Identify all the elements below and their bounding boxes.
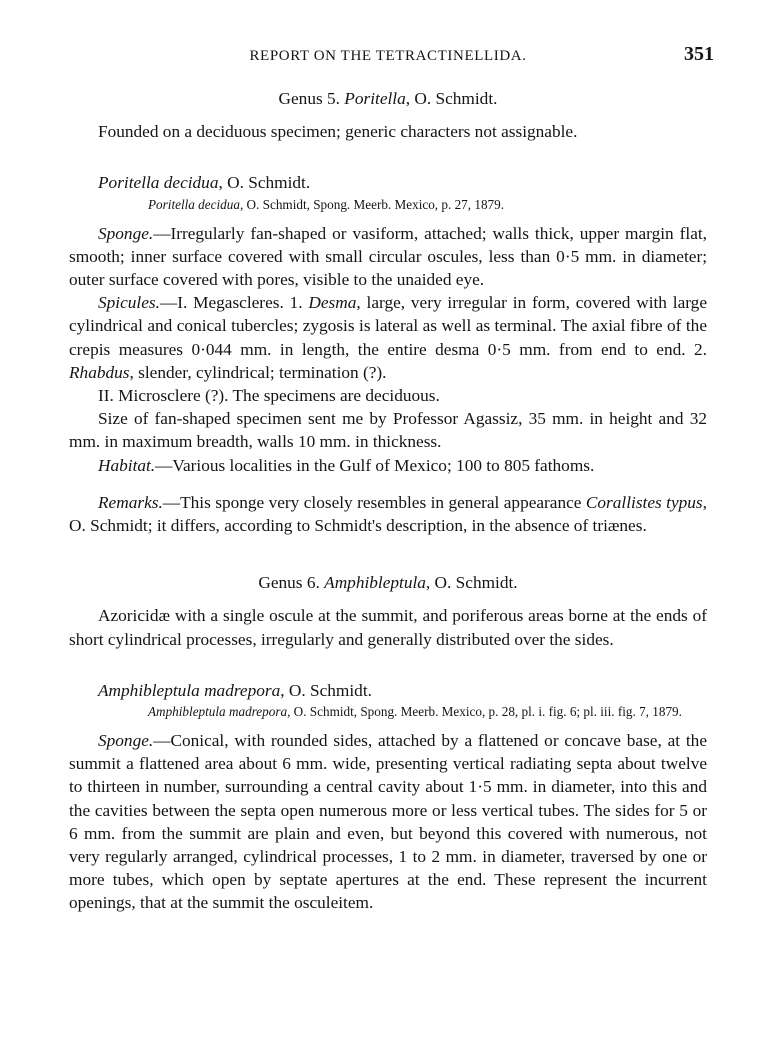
amphibleptula-madrepora-author: , O. Schmidt. (280, 680, 372, 700)
poritella-decidua-ref-name: Poritella decidua (148, 196, 240, 212)
genus-6-description: Azoricidæ with a single oscule at the summit, and poriferous areas borne at the ends of short cylindrical processes, irregularly and generally distributed over the sides. (69, 606, 707, 649)
poritella-size: Size of fan-shaped specimen sent me by Professor Agassiz, 35 mm. in height and 32 mm. in maximum breadth, walls 10 mm. in thickness. (69, 409, 707, 452)
poritella-sponge-label: Sponge. (98, 223, 154, 243)
page-number: 351 (684, 43, 714, 65)
poritella-remarks-text-1: —This sponge very closely resembles in general appearance (162, 492, 586, 512)
poritella-remarks-label: Remarks. (98, 492, 163, 512)
poritella-remarks-text-2: , O. Schmidt; it differs, according to Schmidt's description, in the absence of triænes. (69, 492, 707, 536)
poritella-habitat (69, 454, 707, 477)
genus-5-heading (69, 87, 707, 110)
poritella-spicules-label: Spicules. (98, 293, 160, 313)
genus-6-heading (69, 571, 707, 594)
page-body (69, 87, 707, 915)
amphibleptula-madrepora-ref-text: , O. Schmidt, Spong. Meerb. Mexico, p. 28, pl. i. fig. 6; pl. iii. fig. 7, 1879. (287, 704, 682, 720)
amphibleptula-madrepora-name: Amphibleptula madrepora (98, 680, 281, 700)
genus-6-suffix: , O. Schmidt. (425, 573, 518, 593)
amphibleptula-sponge-paragraph (69, 729, 707, 915)
genus-6-name: Amphibleptula (324, 573, 426, 593)
amphibleptula-sponge-text: —Conical, with rounded sides, attached by a flattened or concave base, at the summit a flattened area about 6 mm. wide, presenting vertical radiating septa about twelve to thirteen in number, surrounding a central cavity about 1·5 mm. in diameter, into this and the cavities between the septa open numerous more or less vertical tubes. The sides for 5 or 6 mm. from the summit are plain and even, but beyond this covered with numerous, not very regularly arranged, cylindrical processes, 1 to 2 mm. in diameter, traversed by one or more tubes, which open by septate apertures at the end. These represent the incurrent openings, that at the summit the osculeitem. (69, 731, 707, 913)
poritella-remarks (69, 491, 707, 537)
genus-6-prefix: Genus 6. (258, 573, 325, 593)
poritella-sponge-paragraph (69, 222, 707, 292)
poritella-spicules-text-2: , large, very irregular in form, covered with large cylindrical and conical tubercles; zygosis is lateral as well as terminal. The axial fibre of the crepis measures 0·044 mm. in length, the entire desma 0·5 mm. from end to end. 2. (69, 293, 707, 359)
poritella-sponge-text: —Irregularly fan-shaped or vasiform, attached; walls thick, upper margin flat, smooth; inner surface covered with small circular oscules, less than 0·5 mm. in diameter; outer surface covered with pores, visible to the unaided eye. (69, 223, 707, 290)
poritella-spicules-text-1: —I. Megascleres. 1. (159, 293, 309, 313)
poritella-decidua-title (98, 171, 707, 194)
poritella-decidua-author: , O. Schmidt. (218, 173, 311, 193)
poritella-habitat-label: Habitat. (98, 455, 156, 475)
page-header (0, 43, 776, 69)
amphibleptula-madrepora-reference (148, 702, 707, 721)
poritella-decidua-reference (148, 195, 707, 214)
genus-5-suffix: , O. Schmidt. (405, 89, 498, 108)
amphibleptula-madrepora-ref-name: Amphibleptula madrepora (148, 704, 288, 720)
genus-5-description: Founded on a deciduous specimen; generic characters not assignable. (98, 122, 578, 142)
poritella-remarks-species: Corallistes typus (585, 492, 703, 512)
poritella-microsclere: II. Microsclere (?). The specimens are deciduous. (98, 386, 440, 406)
poritella-habitat-text: —Various localities in the Gulf of Mexico; 100 to 805 fathoms. (155, 455, 595, 475)
amphibleptula-madrepora-title (98, 679, 707, 702)
poritella-decidua-ref-text: , O. Schmidt, Spong. Meerb. Mexico, p. 27, 1879. (239, 196, 505, 212)
genus-5-name: Poritella (344, 89, 406, 108)
genus-5-prefix: Genus 5. (278, 89, 345, 108)
desma-label: Desma (308, 293, 357, 313)
poritella-decidua-name: Poritella decidua (98, 173, 219, 193)
poritella-spicules-text-3: , slender, cylindrical; termination (?). (129, 362, 387, 382)
poritella-spicules-paragraph (69, 291, 707, 384)
amphibleptula-sponge-label: Sponge. (98, 731, 154, 751)
running-title: REPORT ON THE TETRACTINELLIDA. (249, 48, 527, 64)
rhabdus-label: Rhabdus (69, 362, 130, 382)
